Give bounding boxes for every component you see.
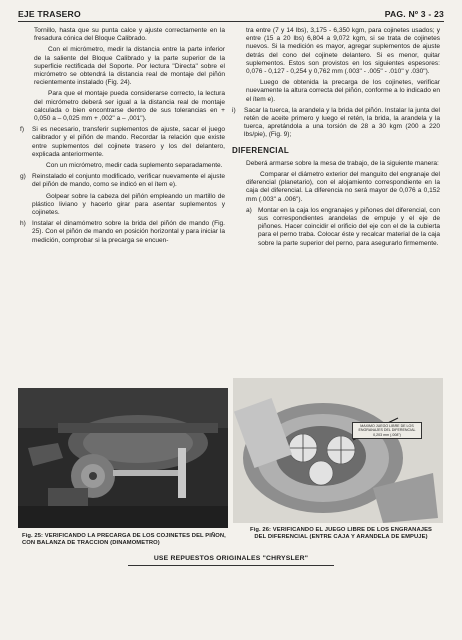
figure-25-caption: Fig. 25: VERIFICANDO LA PRECARGA DE LOS COJINETES DEL PIÑON, CON BALANZA DE TRACCION (DINAMOMETRO) — [22, 533, 226, 546]
paragraph-micrometer: Con el micrómetro, medir la distancia entre la parte inferior de la saliente del Bloque Calibrado y la parte superior de la superficie rectificada del Soporte. Por lectura "Directa" sobre el micrómetro se obtendrá la distancia real de montaje del piñón recientemente instalado (Fig. 24). — [34, 46, 225, 87]
paragraph-tolerance: Para que el montaje pueda considerarse correcto, la lectura del micrómetro deberá ser igual a la distancia real de montaje calculada o bien encontrarse dentro de sus tolerancias en + 0,050 a – 0,025 mm + ,002" a – ,001"). — [34, 90, 225, 123]
differential-housing-photo — [18, 388, 228, 528]
page-footer: USE REPUESTOS ORIGINALES "CHRYSLER" — [153, 555, 309, 562]
paragraph-continuation: Tornillo, hasta que su punta calce y ajuste correctamente en la fresadura cónica del Bloque Calibrado. — [34, 27, 225, 43]
step-f-text: Si es necesario, transferir suplementos de ajuste, sacar el juego calibrador y el piñón de mando. Recordar la relación que existe entre suplementos del cojinete trasero y los del delantero, explicada anteriormente. — [32, 126, 225, 158]
paragraph-compare-diameter: Comparar el diámetro exterior del manguito del engranaje del diferencial (planetario), con el alojamiento correspondiente en la caja del diferencial. La diferencia no será mayor de 0,076 a 0,152 mm (.003" a .006"). — [246, 171, 440, 203]
step-i-marker: i) — [232, 106, 236, 114]
differential-gears-photo — [233, 378, 443, 523]
figure-26-photo — [233, 378, 443, 523]
footer-underline — [128, 565, 334, 566]
left-column — [20, 27, 225, 248]
paragraph-assembly: Deberá armarse sobre la mesa de trabajo, de la siguiente manera: — [246, 159, 439, 167]
right-column — [232, 27, 440, 251]
step-a-text: Montar en la caja los engranajes y piñones del diferencial, con sus correspondientes arandelas de empuje y el eje de piñones. Hacer coincidir el orificio del eje con el de la cubierta para el perno traba. Colocar éste y recalcar material de la caja sobre la parte superior del perno, para asegurarlo firmemente. — [258, 206, 440, 247]
step-h — [20, 220, 225, 245]
step-f-subtext: Con un micrómetro, medir cada suplemento separadamente. — [46, 162, 223, 170]
step-h-text: Instalar el dinamómetro sobre la brida del piñón de mando (Fig. 25). Con el piñón de mando en posición horizontal y para iniciar la medición, comprobar si la precarga se encuen- — [32, 220, 225, 244]
figure-26-callout: MAXIMO JUEGO LIBRE DE LOS ENGRANAJES DEL DIFERENCIAL 0,203 mm (.008") — [352, 422, 422, 439]
step-g-marker: g) — [20, 173, 26, 181]
figure-26-caption: Fig. 26: VERIFICANDO EL JUEGO LIBRE DE LOS ENGRANAJES DEL DIFERENCIAL (ENTRE CAJA Y ARANDELA DE EMPUJE) — [249, 527, 433, 540]
step-a-marker: a) — [246, 206, 252, 214]
step-g — [20, 173, 225, 217]
step-a — [246, 207, 440, 248]
section-name: EJE TRASERO — [18, 9, 81, 19]
step-i-text: Sacar la tuerca, la arandela y la brida del piñón. Instalar la junta del retén de aceite primero y luego el retén, la brida, la arandela y la tuerca, apretándola a una torsión de 28 a 30 kgm (200 a 220 lbs/pie), (Fig. 9); — [244, 106, 440, 139]
page-number: PAG. Nº 3 - 23 — [384, 9, 444, 19]
section-heading-differential: DIFERENCIAL — [232, 145, 290, 155]
step-h-marker: h) — [20, 220, 26, 228]
figure-25-photo — [18, 388, 228, 528]
step-f — [20, 126, 225, 170]
paragraph-preload: tra entre (7 y 14 lbs), 3,175 - 6,350 kgm, para cojinetes usados; y entre (15 a 20 lbs) 6,804 a 9,072 kgm, si se trata de cojinetes nuevos. Si la medición es mayor, agregar suplementos de ajuste detrás del cono del cojinete delantero. Si es menor, quitar suplementos. Estos son provistos en los siguientes espesores: 0,076 - 0,127 - 0,254 y 0,762 mm (.003" - .005" - .010" y .030"). — [246, 27, 440, 76]
paragraph-after-preload: Luego de obtenida la precarga de los cojinetes, verificar nuevamente la altura correcta del piñón, conforme a lo indicado en el ítem e). — [246, 79, 440, 103]
step-f-marker: f) — [20, 126, 24, 134]
step-g-subtext: Golpear sobre la cabeza del piñón empleando un martillo de plástico liviano y hacerlo girar para asentar suplementos y cojinetes. — [32, 192, 225, 217]
step-i — [232, 107, 440, 140]
header-divider — [18, 21, 444, 22]
step-g-text: Reinstalado el conjunto modificado, verificar nuevamente el ajuste del piñón de mando, como se indicó en el ítem e). — [32, 173, 225, 189]
